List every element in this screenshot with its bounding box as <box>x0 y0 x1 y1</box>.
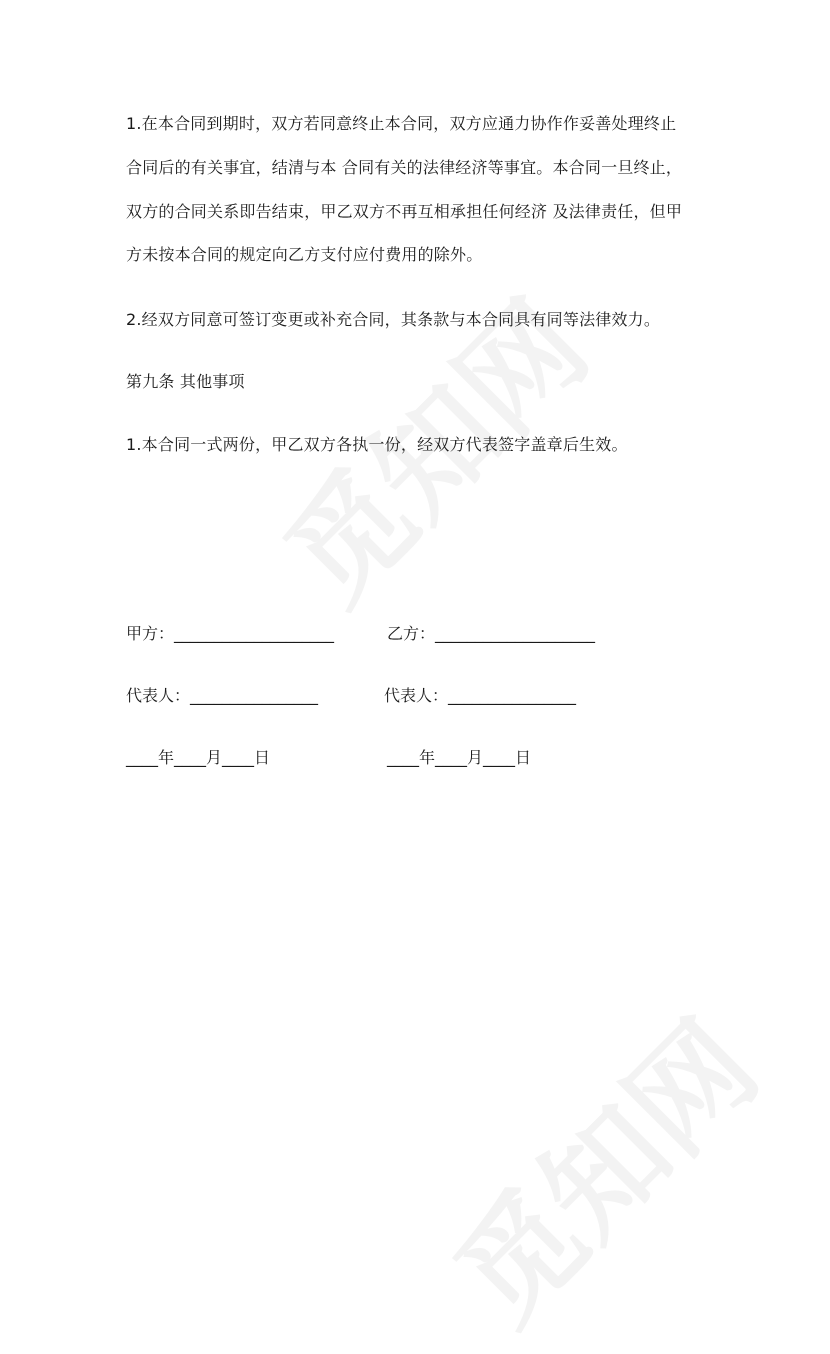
clause-paragraph-line: 合同后的有关事宜，结清与本 合同有关的法律经济等事宜。本合同一旦终止， <box>126 158 683 177</box>
clause-paragraph-line: 双方的合同关系即告结束，甲乙双方不再互相承担任何经济 及法律责任，但甲 <box>126 202 683 221</box>
clause-paragraph: 1.本合同一式两份，甲乙双方各执一份，经双方代表签字盖章后生效。 <box>126 435 628 454</box>
party-a-date-field: ____年____月____日 <box>126 748 271 767</box>
clause-paragraph: 2.经双方同意可签订变更或补充合同，其条款与本合同具有同等法律效力。 <box>126 310 661 329</box>
clause-paragraph-line: 1.在本合同到期时，双方若同意终止本合同，双方应通力协作作妥善处理终止 <box>126 114 677 133</box>
party-a-representative-field: 代表人：________________ <box>126 686 319 705</box>
party-b-representative-field: 代表人：________________ <box>384 686 577 705</box>
party-a-signature-field: 甲方：____________________ <box>126 624 335 643</box>
party-b-signature-field: 乙方：____________________ <box>387 624 596 643</box>
watermark-logo-bottom <box>412 978 788 1354</box>
party-b-date-field: ____年____月____日 <box>387 748 532 767</box>
section-heading: 第九条 其他事项 <box>126 372 245 391</box>
clause-paragraph-line: 方未按本合同的规定向乙方支付应付费用的除外。 <box>126 245 483 264</box>
